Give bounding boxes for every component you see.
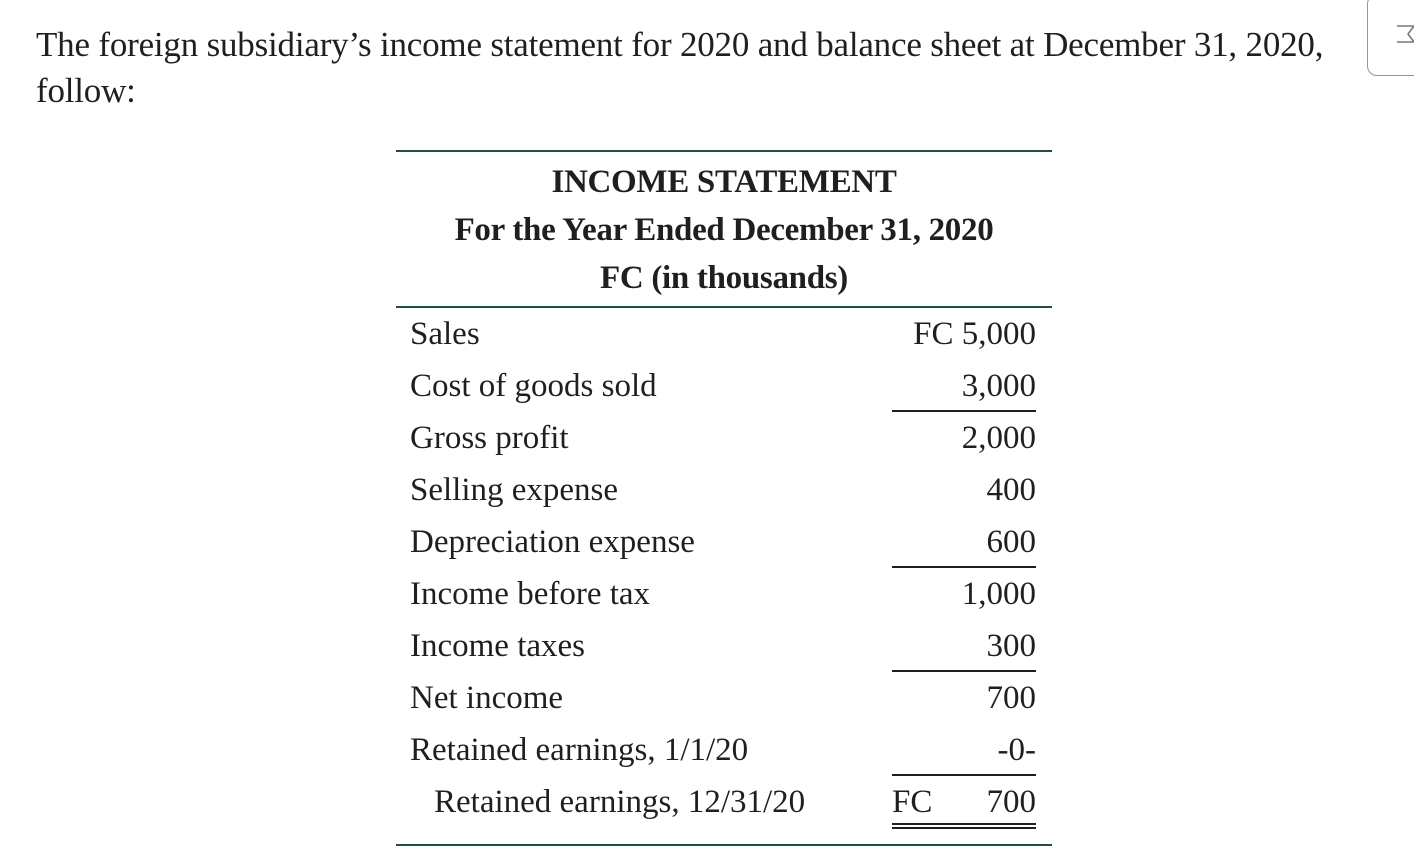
row-label: Income taxes xyxy=(410,628,586,664)
statement-header xyxy=(396,152,1052,306)
row-amount: FC 5,000 xyxy=(913,316,1036,352)
total-double-underline xyxy=(892,823,1036,829)
statement-period: For the Year Ended December 31, 2020 xyxy=(454,212,994,248)
row-amount: 700 xyxy=(986,680,1036,716)
currency-prefix: FC xyxy=(892,784,933,820)
row-net-income xyxy=(396,672,1052,724)
row-amount: 700 xyxy=(986,784,1036,820)
row-selling-expense xyxy=(396,464,1052,516)
row-amount: 3,000 xyxy=(961,368,1036,404)
intro-paragraph: The foreign subsidiary’s income statement for 2020 and balance sheet at December 31, 2020, follow: xyxy=(36,25,1324,110)
statement-rows xyxy=(396,308,1052,844)
row-label: Selling expense xyxy=(410,472,619,508)
row-label: Depreciation expense xyxy=(410,524,695,560)
bottom-rule xyxy=(396,844,1052,846)
row-income-taxes xyxy=(396,620,1052,672)
flag-icon[interactable] xyxy=(1394,24,1414,44)
row-depreciation-expense xyxy=(396,516,1052,568)
row-gross-profit xyxy=(396,412,1052,464)
row-amount: 1,000 xyxy=(961,576,1036,612)
row-amount: 2,000 xyxy=(961,420,1036,456)
row-cost-of-goods-sold xyxy=(396,360,1052,412)
row-label: Net income xyxy=(410,680,564,716)
row-retained-earnings-closing xyxy=(396,776,1052,828)
row-retained-earnings-opening xyxy=(396,724,1052,776)
statement-title: INCOME STATEMENT xyxy=(551,164,897,200)
row-label: Sales xyxy=(410,316,480,352)
row-label: Income before tax xyxy=(410,576,651,612)
row-amount: 300 xyxy=(986,628,1036,664)
row-label: Gross profit xyxy=(410,420,569,456)
row-label: Retained earnings, 1/1/20 xyxy=(410,732,749,768)
income-statement xyxy=(396,150,1052,846)
row-label: Retained earnings, 12/31/20 xyxy=(434,784,806,820)
row-income-before-tax xyxy=(396,568,1052,620)
row-amount: -0- xyxy=(997,732,1036,768)
row-amount: 600 xyxy=(986,524,1036,560)
row-amount: 400 xyxy=(986,472,1036,508)
statement-units: FC (in thousands) xyxy=(600,260,848,296)
row-sales xyxy=(396,308,1052,360)
row-label: Cost of goods sold xyxy=(410,368,657,404)
